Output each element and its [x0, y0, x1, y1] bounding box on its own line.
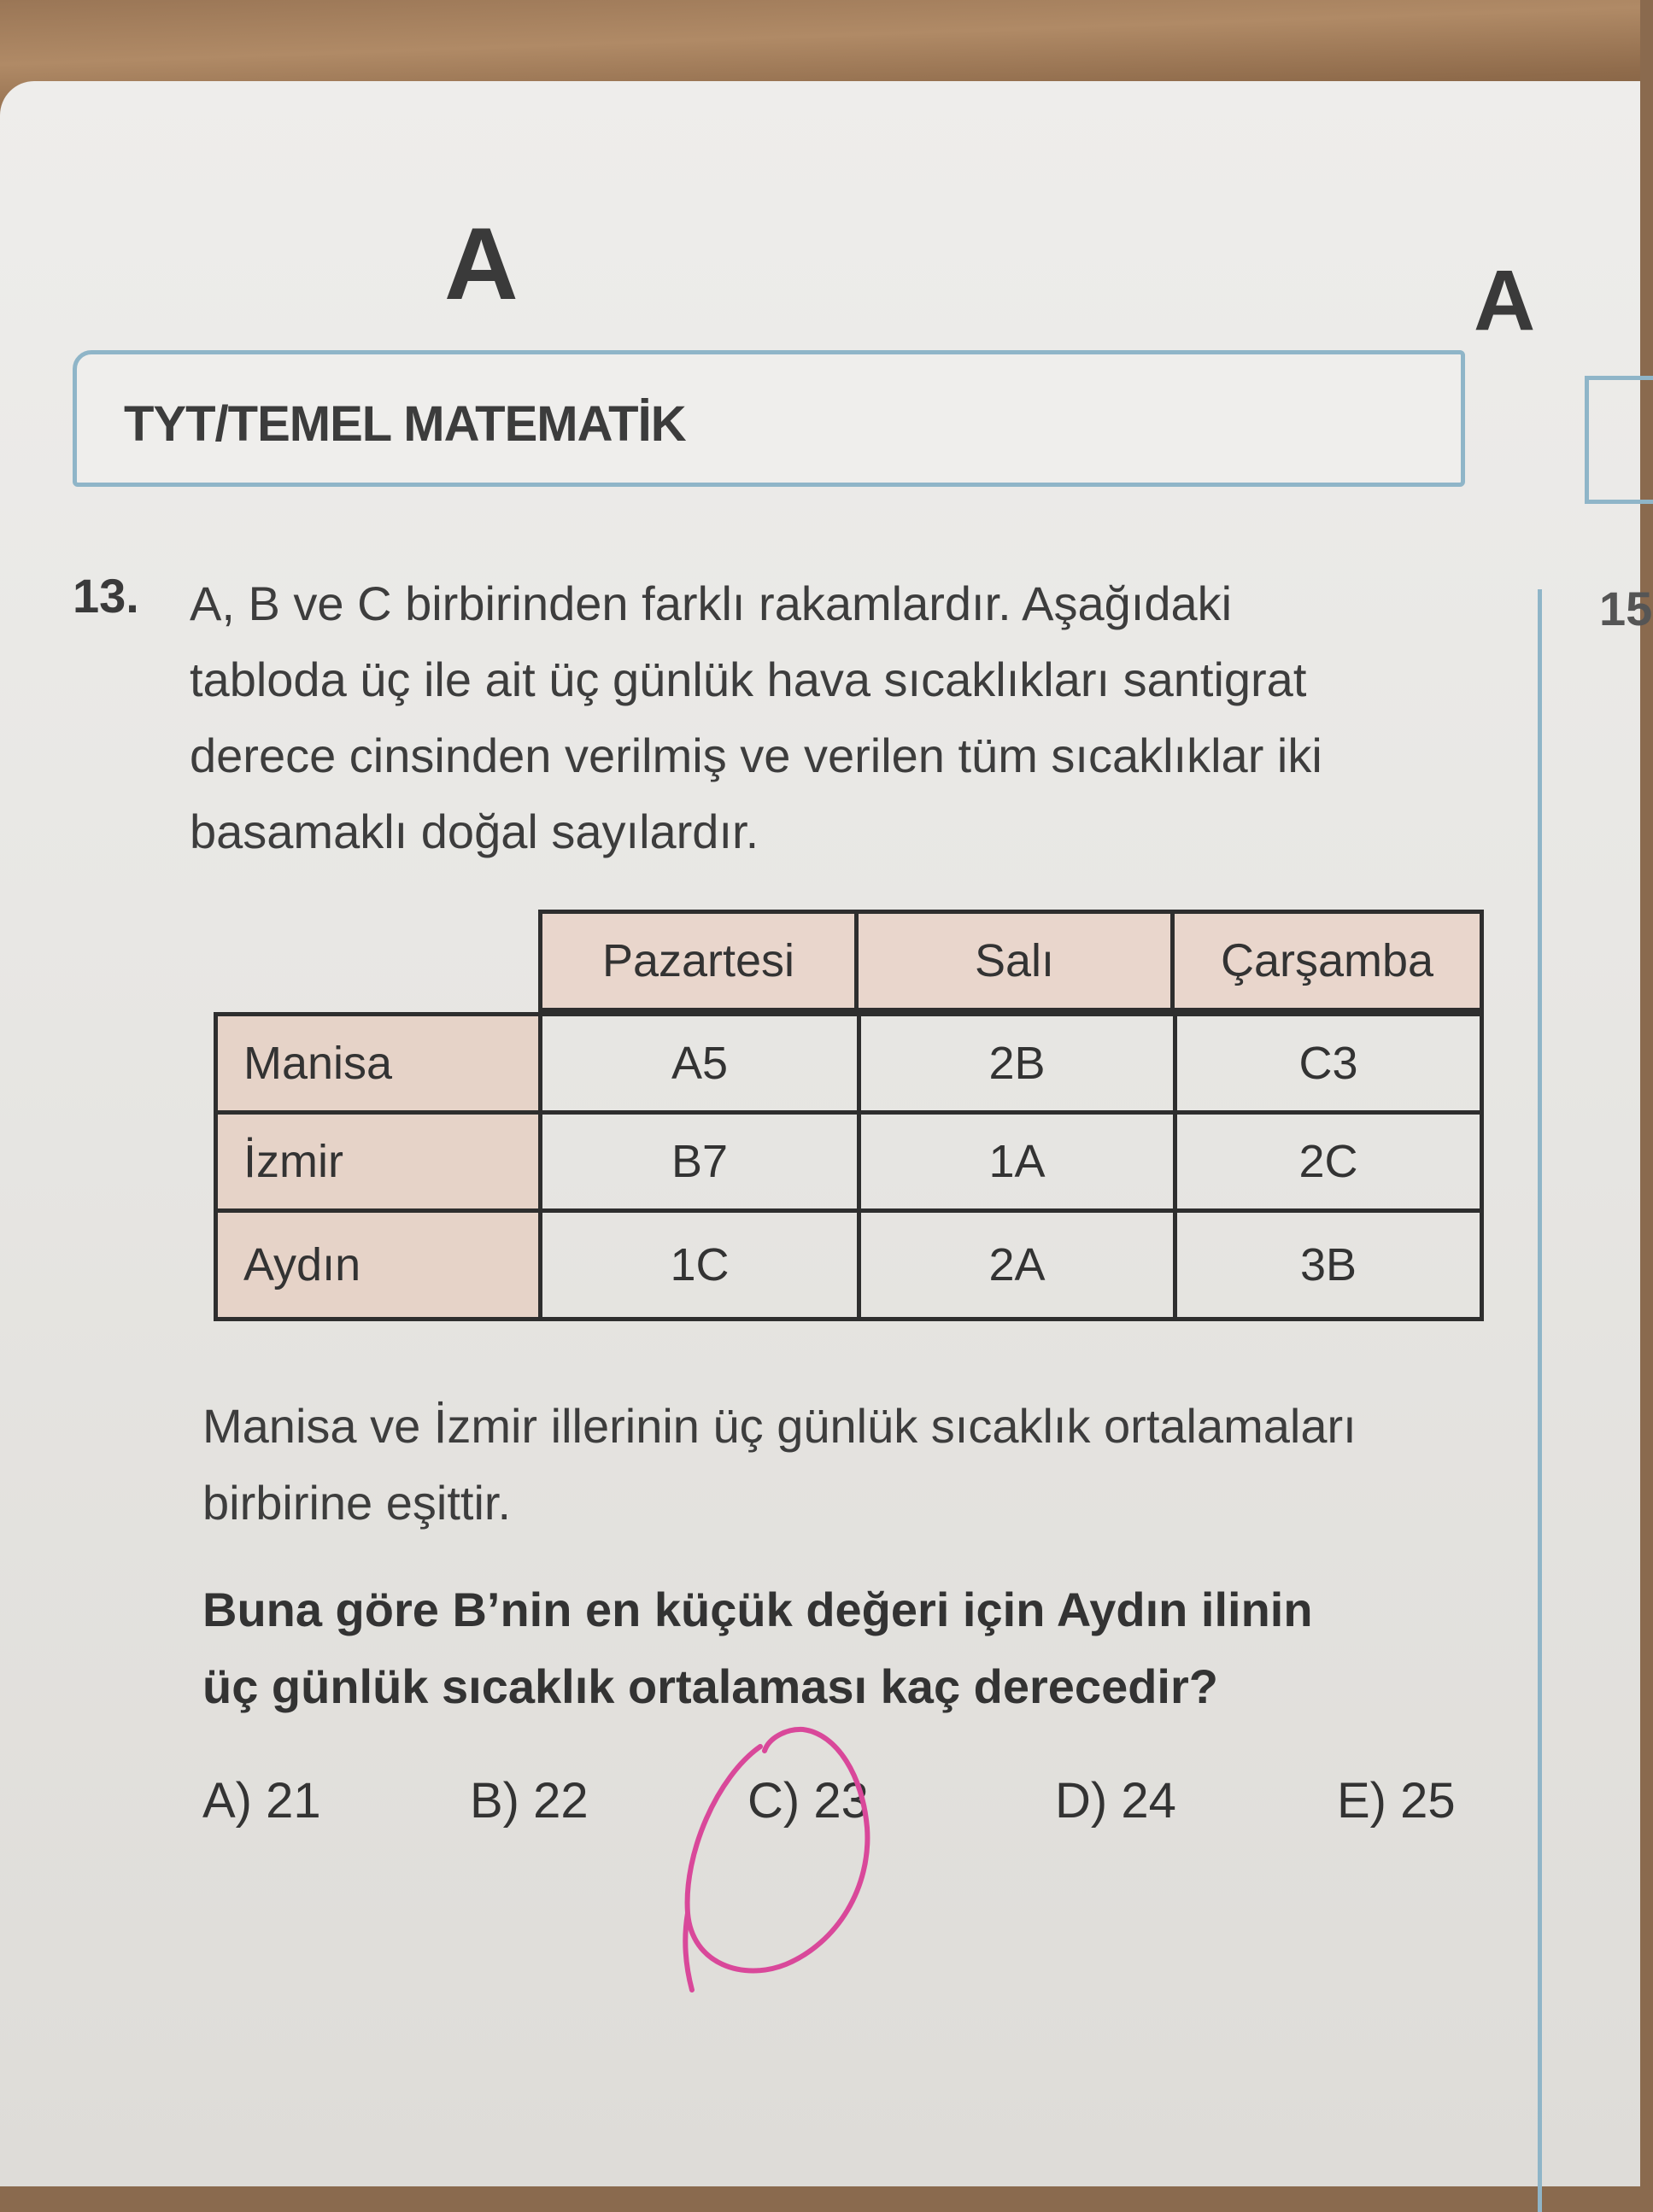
option-c[interactable]: C) 23 — [747, 1773, 869, 1829]
table-cell: 1A — [988, 1136, 1046, 1187]
table-cell: 1C — [670, 1239, 730, 1290]
option-b[interactable]: B) 22 — [470, 1773, 589, 1829]
table-cell: 2B — [988, 1038, 1046, 1089]
next-page-header-box — [1585, 376, 1653, 504]
row-city-izmir: İzmir — [218, 1115, 542, 1208]
table-header — [538, 910, 1484, 1012]
prompt-line: Buna göre B’nin en küçük değeri için Aydın ilinin — [202, 1583, 1313, 1636]
table-cell: C3 — [1298, 1038, 1358, 1089]
column-header-wednesday: Çarşamba — [1175, 914, 1480, 1008]
next-question-number: 15 — [1599, 582, 1653, 635]
row-city-manisa: Manisa — [218, 1016, 542, 1110]
table-cell: 2C — [1298, 1136, 1358, 1187]
question-line: basamaklı doğal sayılardır. — [190, 805, 759, 858]
question-text — [190, 565, 1471, 869]
column-header-tuesday: Salı — [859, 914, 1175, 1008]
prompt-line: üç günlük sıcaklık ortalaması kaç derecedir? — [202, 1659, 1218, 1713]
statement-text — [202, 1388, 1484, 1542]
question-line: derece cinsinden verilmiş ve verilen tüm sıcaklıklar iki — [190, 729, 1322, 782]
subject-header-box — [73, 350, 1465, 487]
prompt-text — [202, 1571, 1484, 1725]
subject-title: TYT/TEMEL MATEMATİK — [124, 396, 686, 452]
row-city-aydin: Aydın — [218, 1213, 542, 1317]
statement-line: Manisa ve İzmir illerinin üç günlük sıcaklık ortalamaları — [202, 1399, 1357, 1453]
option-d[interactable]: D) 24 — [1055, 1773, 1176, 1829]
column-header-monday: Pazartesi — [542, 914, 859, 1008]
question-line: tabloda üç ile ait üç günlük hava sıcaklıkları santigrat — [190, 652, 1307, 706]
question-number: 13. — [73, 569, 139, 623]
question-line: A, B ve C birbirinden farklı rakamlardır. Aşağıdaki — [190, 576, 1233, 630]
column-divider — [1538, 589, 1542, 2212]
temperature-table — [214, 1012, 1484, 1321]
option-e[interactable]: E) 25 — [1337, 1773, 1456, 1829]
answer-mark-circle-icon — [666, 1717, 888, 1990]
booklet-letter-left: A — [444, 207, 519, 321]
table-cell: A5 — [671, 1038, 729, 1089]
table-cell: B7 — [671, 1136, 729, 1187]
option-a[interactable]: A) 21 — [202, 1773, 321, 1829]
booklet-letter-right: A — [1474, 253, 1536, 348]
table-cell: 3B — [1299, 1239, 1357, 1290]
statement-line: birbirine eşittir. — [202, 1476, 512, 1530]
table-cell: 2A — [988, 1239, 1046, 1290]
